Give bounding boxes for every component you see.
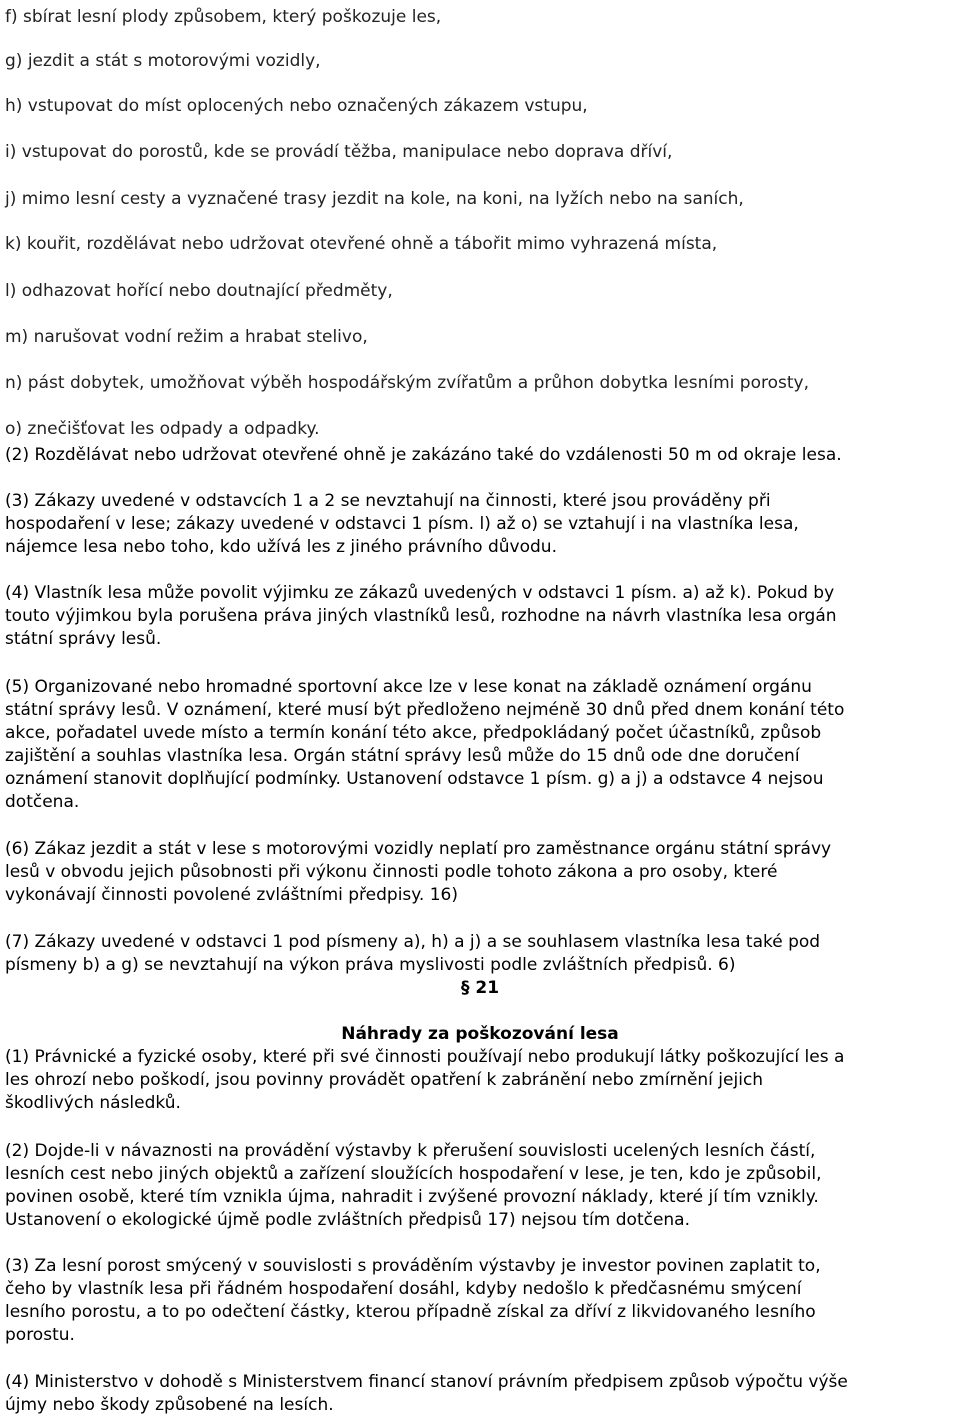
s21-p2-line-2: lesních cest nebo jiných objektů a zařízení sloužících hospodaření v lese, je ten, kdo je způsobil,: [5, 1164, 822, 1184]
s20-p5-line-3: akce, pořadatel uvede místo a termín konání této akce, předpokládaný počet účastníků, způsob: [5, 723, 822, 743]
prohibition-j: j) mimo lesní cesty a vyznačené trasy jezdit na kole, na koni, na lyžích nebo na saních,: [5, 189, 744, 209]
s20-p6-line-1: (6) Zákaz jezdit a stát v lese s motorovými vozidly neplatí pro zaměstnance orgánu státní správy: [5, 839, 832, 859]
prohibition-n: n) pást dobytek, umožňovat výběh hospodářským zvířatům a průhon dobytka lesními porosty,: [5, 373, 809, 393]
s20-p5-line-6: dotčena.: [5, 792, 80, 812]
prohibition-h: h) vstupovat do míst oplocených nebo označených zákazem vstupu,: [5, 96, 588, 116]
s21-p3-line-1: (3) Za lesní porost smýcený v souvislosti s prováděním výstavby je investor povinen zaplatit to,: [5, 1256, 821, 1276]
section-number: § 21: [460, 978, 500, 998]
s21-p2-line-1: (2) Dojde-li v návaznosti na provádění výstavby k přerušení souvislosti ucelených lesních částí,: [5, 1141, 816, 1161]
prohibition-o: o) znečišťovat les odpady a odpadky.: [5, 419, 320, 439]
s20-p4-line-2: touto výjimkou byla porušena práva jiných vlastníků lesů, rozhodne na návrh vlastníka lesa orgán: [5, 606, 837, 626]
s20-p5-line-5: oznámení stanovit doplňující podmínky. Ustanovení odstavce 1 písm. g) a j) a odstavce 4 nejsou: [5, 769, 824, 789]
s21-p4-line-1: (4) Ministerstvo v dohodě s Ministerstvem financí stanoví právním předpisem způsob výpočtu výše: [5, 1372, 848, 1392]
s21-p4-line-2: újmy nebo škody způsobené na lesích.: [5, 1395, 334, 1415]
s20-p3-line-1: (3) Zákazy uvedené v odstavcích 1 a 2 se nevztahují na činnosti, které jsou prováděny při: [5, 491, 771, 511]
prohibition-m: m) narušovat vodní režim a hrabat stelivo,: [5, 327, 368, 347]
s20-p7-line-1: (7) Zákazy uvedené v odstavci 1 pod písmeny a), h) a j) a se souhlasem vlastníka lesa také pod: [5, 932, 821, 952]
prohibition-f: f) sbírat lesní plody způsobem, který poškozuje les,: [5, 7, 442, 27]
s20-p6-line-3: vykonávají činnosti povolené zvláštními předpisy. 16): [5, 885, 458, 905]
s21-p1-line-3: škodlivých následků.: [5, 1093, 181, 1113]
s20-p5-line-1: (5) Organizované nebo hromadné sportovní akce lze v lese konat na základě oznámení orgánu: [5, 677, 812, 697]
s20-p5-line-2: státní správy lesů. V oznámení, které musí být předloženo nejméně 30 dnů před dnem konání této: [5, 700, 845, 720]
s20-p2-line-1: (2) Rozdělávat nebo udržovat otevřené ohně je zakázáno také do vzdálenosti 50 m od okraje lesa.: [5, 445, 842, 465]
section-title: Náhrady za poškozování lesa: [341, 1024, 619, 1044]
s21-p3-line-4: porostu.: [5, 1325, 75, 1345]
s20-p4-line-3: státní správy lesů.: [5, 629, 162, 649]
prohibition-g: g) jezdit a stát s motorovými vozidly,: [5, 51, 321, 71]
s21-p2-line-4: Ustanovení o ekologické újmě podle zvláštních předpisů 17) nejsou tím dotčena.: [5, 1210, 691, 1230]
prohibition-l: l) odhazovat hořící nebo doutnající předměty,: [5, 281, 393, 301]
s20-p3-line-2: hospodaření v lese; zákazy uvedené v odstavci 1 písm. l) až o) se vztahují i na vlastníka lesa,: [5, 514, 799, 534]
s21-p3-line-2: čeho by vlastník lesa při řádném hospodaření dosáhl, kdyby nedošlo k předčasnému smýcení: [5, 1279, 802, 1299]
s20-p4-line-1: (4) Vlastník lesa může povolit výjimku ze zákazů uvedených v odstavci 1 písm. a) až k). Pokud by: [5, 583, 835, 603]
s20-p3-line-3: nájemce lesa nebo toho, kdo užívá les z jiného právního důvodu.: [5, 537, 557, 557]
s20-p7-line-2: písmeny b) a g) se nevztahují na výkon práva myslivosti podle zvláštních předpisů. 6): [5, 955, 736, 975]
prohibition-k: k) kouřit, rozdělávat nebo udržovat otevřené ohně a tábořit mimo vyhrazená místa,: [5, 234, 718, 254]
s21-p1-line-1: (1) Právnické a fyzické osoby, které při své činnosti používají nebo produkují látky poškozující les a: [5, 1047, 845, 1067]
s21-p3-line-3: lesního porostu, a to po odečtení částky, kterou případně získal za dříví z likvidovaného lesního: [5, 1302, 816, 1322]
s21-p1-line-2: les ohrozí nebo poškodí, jsou povinny provádět opatření k zabránění nebo zmírnění jejich: [5, 1070, 764, 1090]
s21-p2-line-3: povinen osobě, které tím vznikla újma, nahradit i zvýšené provozní náklady, které jí tím vznikly.: [5, 1187, 819, 1207]
s20-p5-line-4: zajištění a souhlas vlastníka lesa. Orgán státní správy lesů může do 15 dnů ode dne doručení: [5, 746, 800, 766]
prohibition-i: i) vstupovat do porostů, kde se provádí těžba, manipulace nebo doprava dříví,: [5, 142, 673, 162]
s20-p6-line-2: lesů v obvodu jejich působnosti při výkonu činnosti podle tohoto zákona a pro osoby, které: [5, 862, 778, 882]
